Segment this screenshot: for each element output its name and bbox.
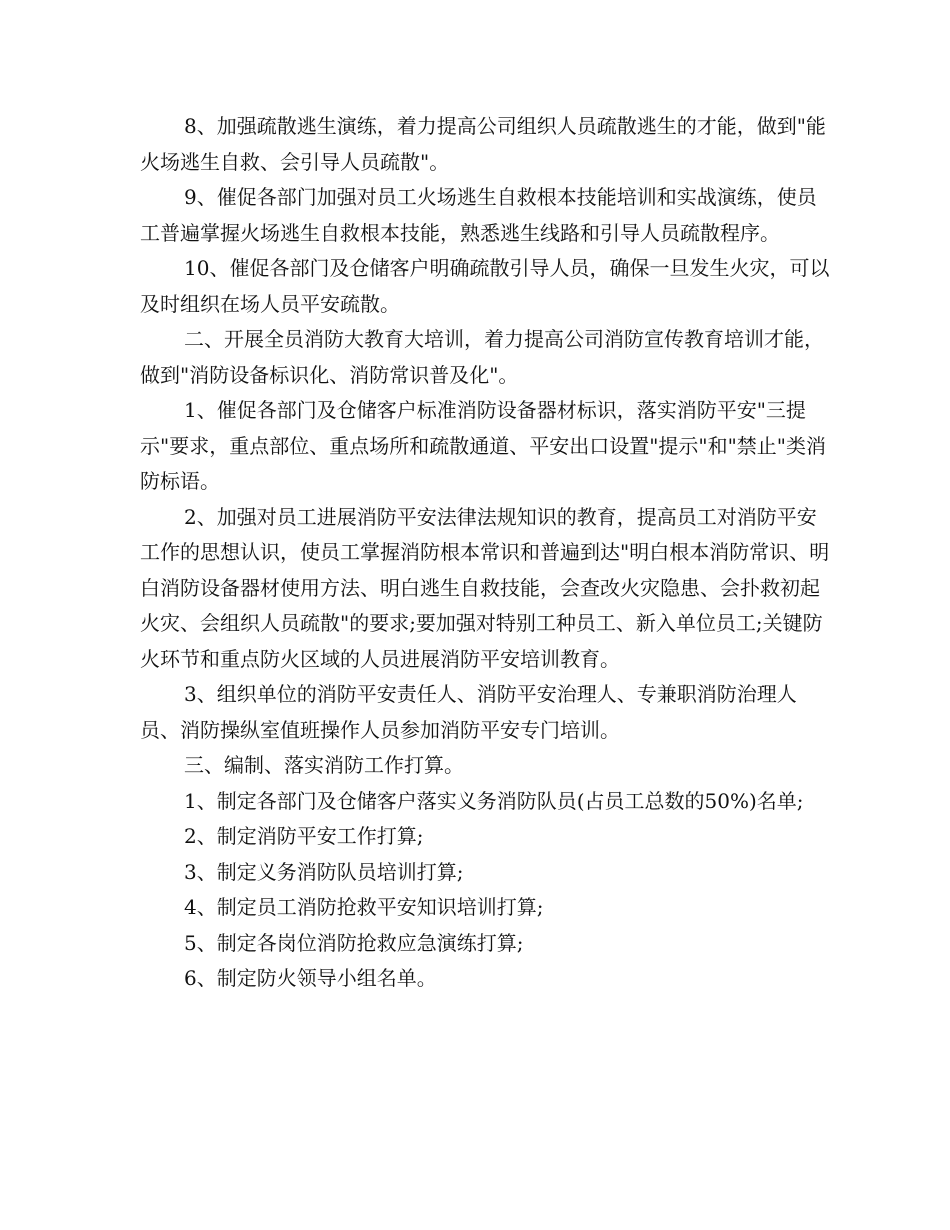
list-item-3-volunteer-training-plan: 3、制定义务消防队员培训打算; — [184, 859, 464, 884]
paragraph-item-2-law-education: 2、加强对员工进展消防平安法律法规知识的教育，提高员工对消防平安工作的思想认识，使员工掌握消防根本常识和普遍到达"明白根本消防常识、明白消防设备器材使用方法、明白逃生自救技能，会查改火灾隐患、会扑救初起火灾、会组织人员疏散"的要求;要加强对特别工种员工、新入单位员工;关键防火环节和重点防火区域的人员进展消防平安培训教育。 — [140, 504, 830, 671]
paragraph-item-8-evacuation-drill: 8、加强疏散逃生演练，着力提高公司组织人员疏散逃生的才能，做到"能火场逃生自救、会引导人员疏散"。 — [140, 114, 826, 174]
paragraph-item-3-special-training: 3、组织单位的消防平安责任人、消防平安治理人、专兼职消防治理人员、消防操纵室值班操作人员参加消防平安专门培训。 — [140, 682, 797, 742]
section-heading-3-work-plan: 三、编制、落实消防工作打算。 — [184, 753, 464, 777]
list-item-4-rescue-knowledge-plan: 4、制定员工消防抢救平安知识培训打算; — [184, 895, 544, 919]
paragraph-item-10-evacuation-guides: 10、催促各部门及仓储客户明确疏散引导人员，确保一旦发生火灾，可以及时组织在场人员平安疏散。 — [140, 256, 830, 316]
section-heading-2-fire-education: 二、开展全员消防大教育大培训，着力提高公司消防宣传教育培训才能，做到"消防设备标识化、消防常识普及化"。 — [140, 327, 824, 387]
list-item-2-safety-plan: 2、制定消防平安工作打算; — [184, 824, 424, 848]
paragraph-item-1-equipment-labels: 1、催促各部门及仓储客户标准消防设备器材标识，落实消防平安"三提示"要求，重点部位、重点场所和疏散通道、平安出口设置"提示"和"禁止"类消防标语。 — [140, 398, 826, 493]
list-item-5-emergency-drill-plan: 5、制定各岗位消防抢救应急演练打算; — [184, 930, 524, 955]
document-body — [140, 109, 830, 997]
paragraph-item-9-escape-training: 9、催促各部门加强对员工火场逃生自救根本技能培训和实战演练，使员工普遍掌握火场逃生自救根本技能，熟悉逃生线路和引导人员疏散程序。 — [140, 185, 817, 245]
list-item-6-leadership-roster: 6、制定防火领导小组名单。 — [184, 966, 437, 990]
list-item-1-volunteer-roster: 1、制定各部门及仓储客户落实义务消防队员(占员工总数的50%)名单; — [184, 788, 804, 813]
